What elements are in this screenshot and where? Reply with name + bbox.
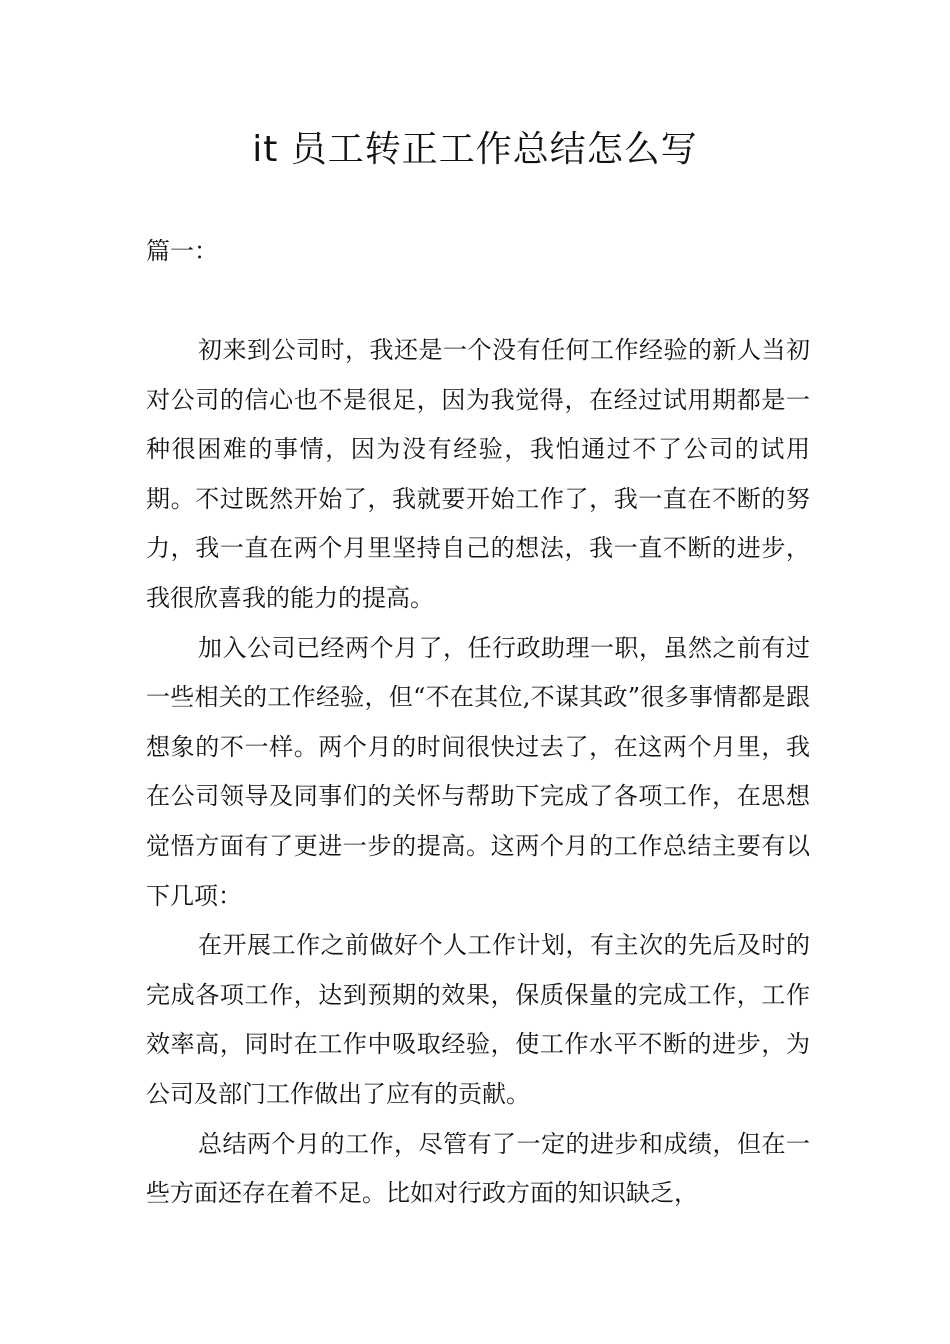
paragraph: 初来到公司时，我还是一个没有任何工作经验的新人当初对公司的信心也不是很足，因为我觉得，在经过试用期都是一种很困难的事情，因为没有经验，我怕通过不了公司的试用期。不过既然开始了，我就要开始工作了，我一直在不断的努力，我一直在两个月里坚持自己的想法，我一直不断的进步，我很欣喜我的能力的提高。 [146,336,810,612]
document-body [146,326,810,1219]
document-title: it 员工转正工作总结怎么写 [252,129,698,170]
section-label: 篇一： [146,237,218,265]
paragraph: 在开展工作之前做好个人工作计划，有主次的先后及时的完成各项工作，达到预期的效果，保质保量的完成工作，工作效率高，同时在工作中吸取经验，使工作水平不断的进步，为公司及部门工作做出了应有的贡献。 [146,931,810,1108]
paragraph: 加入公司已经两个月了，任行政助理一职，虽然之前有过一些相关的工作经验，但“不在其位,不谋其政”很多事情都是跟想象的不一样。两个月的时间很快过去了，在这两个月里，我在公司领导及同事们的关怀与帮助下完成了各项工作，在思想觉悟方面有了更进一步的提高。这两个月的工作总结主要有以下几项： [146,633,810,910]
paragraph: 总结两个月的工作，尽管有了一定的进步和成绩，但在一些方面还存在着不足。比如对行政方面的知识缺乏， [146,1129,810,1208]
